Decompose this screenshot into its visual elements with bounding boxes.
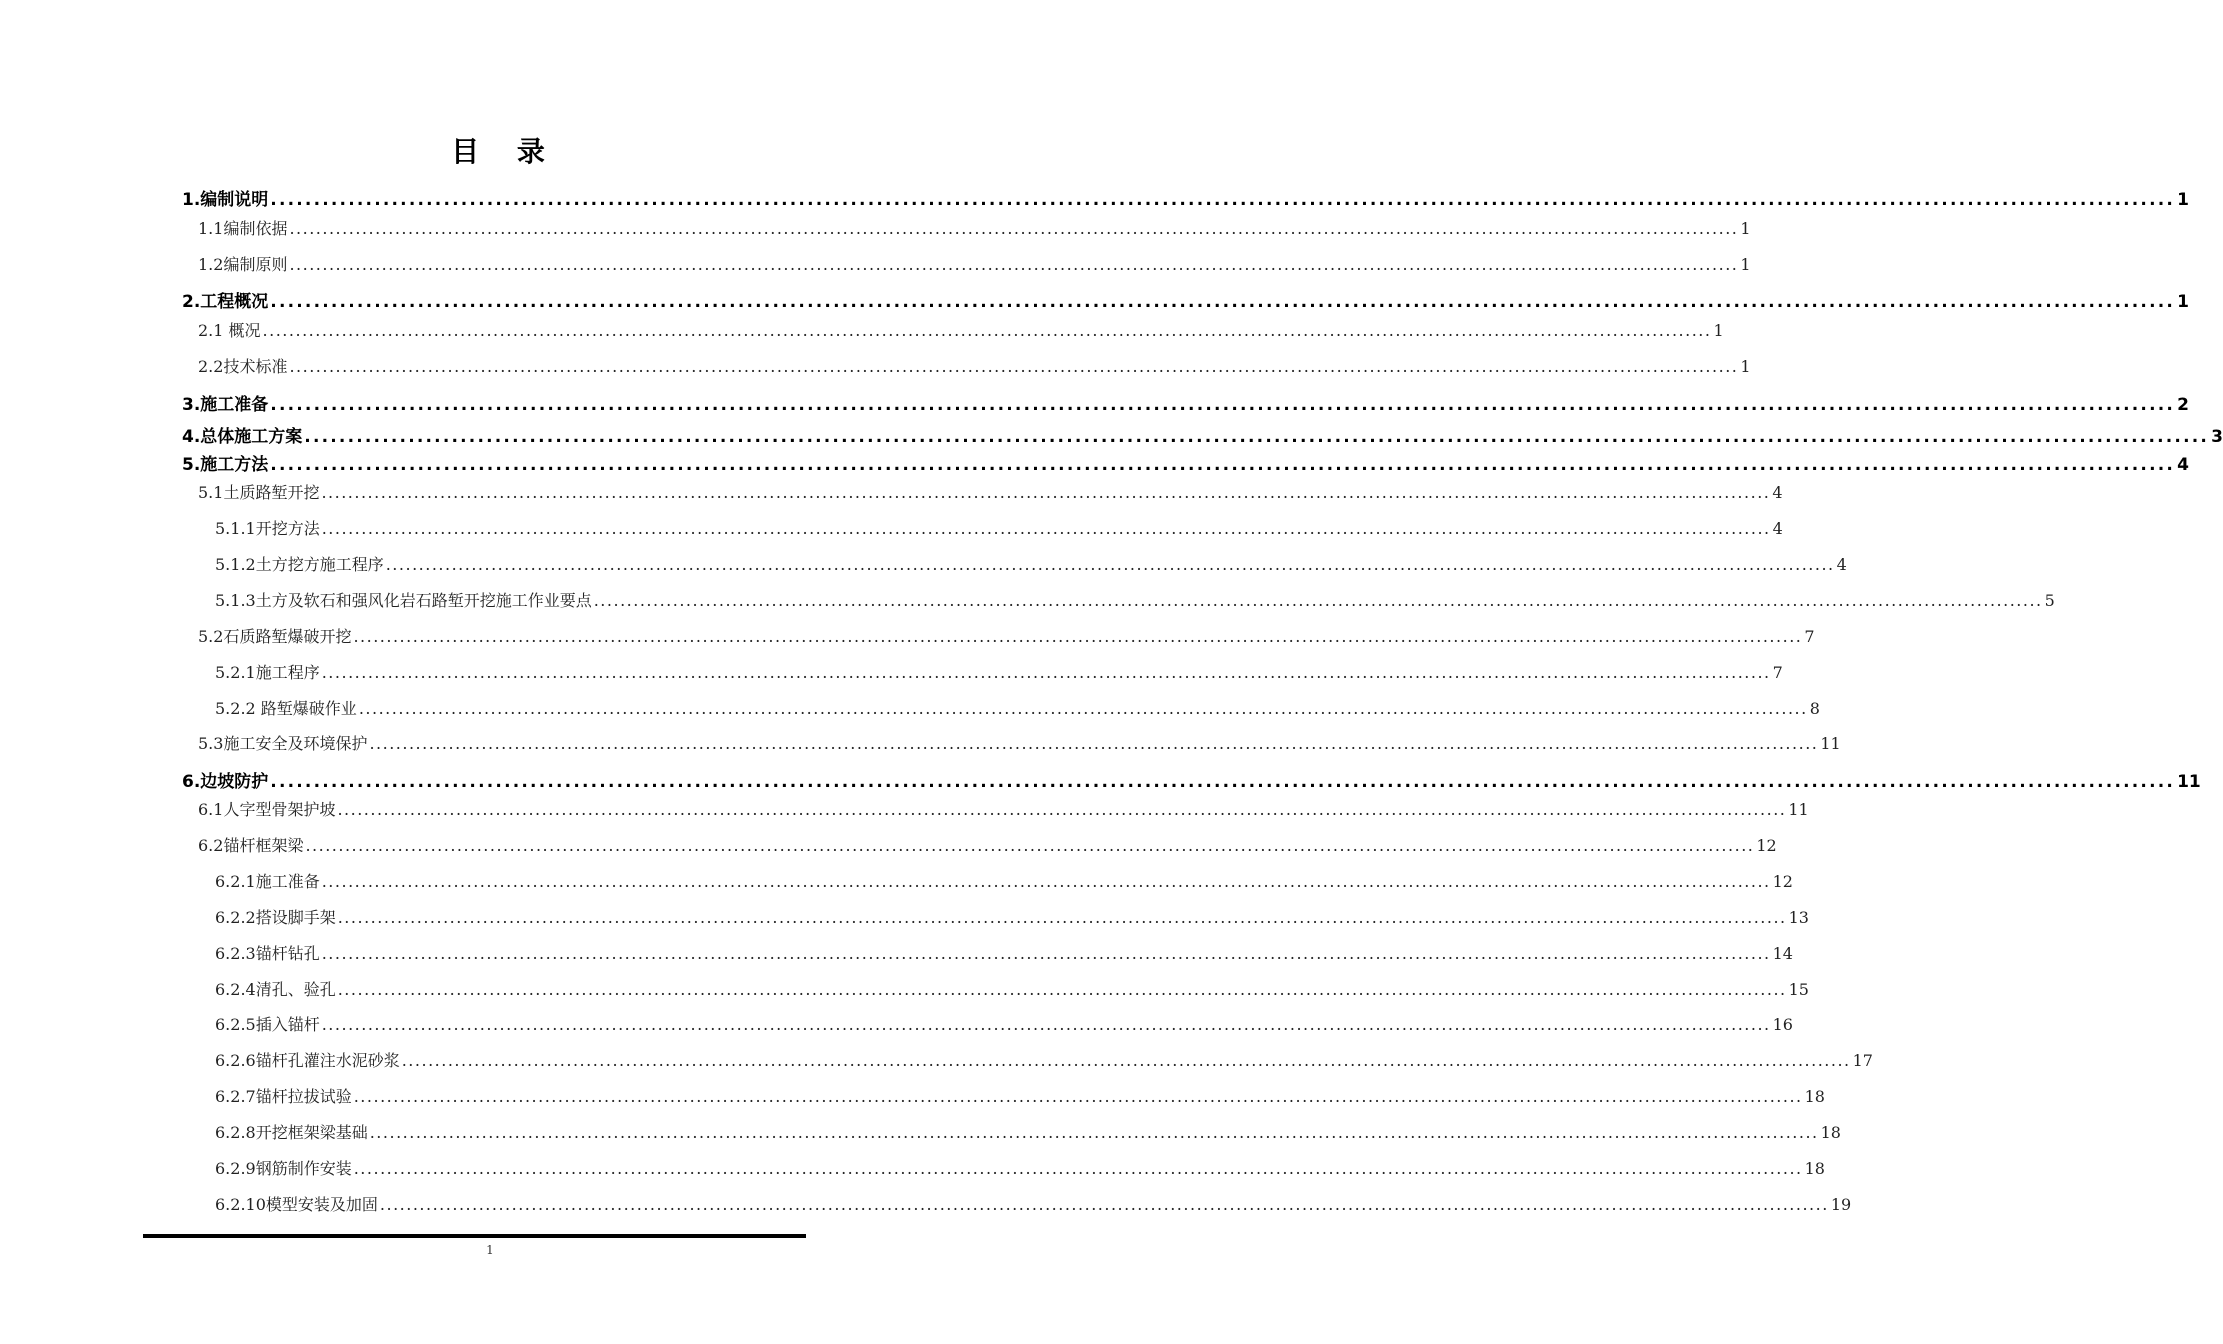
- toc-entry[interactable]: [182, 767, 2201, 792]
- toc-entry-page: 4: [2177, 455, 2189, 475]
- toc-entry-label: 6.2.10模型安装及加固: [215, 1195, 378, 1214]
- toc-entry-page: 7: [1772, 663, 1783, 682]
- toc-entry[interactable]: [215, 1012, 1793, 1035]
- toc-entry[interactable]: [182, 287, 2189, 312]
- toc-entry-label: 6.2.5插入锚杆: [215, 1015, 320, 1034]
- toc-entry-page: 12: [1756, 836, 1777, 855]
- toc-entry[interactable]: [215, 1192, 1852, 1215]
- toc-entry-label: 5.1土质路堑开挖: [198, 483, 320, 502]
- toc-entry-page: 2: [2177, 395, 2189, 415]
- toc-entry-label: 5.3施工安全及环境保护: [198, 734, 368, 753]
- toc-entry-page: 11: [1788, 800, 1809, 819]
- toc-entry-label: 5.1.2土方挖方施工程序: [215, 555, 384, 574]
- toc-entry[interactable]: [215, 516, 1783, 539]
- toc-entry-label: 6.2.6锚杆孔灌注水泥砂浆: [215, 1051, 400, 1070]
- toc-entry-label: 6.2.8开挖框架梁基础: [215, 1123, 368, 1142]
- toc-dot-leader: ............................................................................................................................................................................................................................: [369, 1123, 1819, 1142]
- toc-entry-label: 1.1编制依据: [198, 219, 288, 238]
- toc-dot-leader: ............................................................................................................................................................................................................................: [289, 219, 1739, 238]
- toc-entry-label: 6.2锚杆框架梁: [198, 836, 304, 855]
- toc-dot-leader: ............................................................................................................................................................................................................................: [321, 483, 1771, 502]
- toc-entry-label: 5.2石质路堑爆破开挖: [198, 627, 352, 646]
- toc-entry-label: 4.总体施工方案: [182, 427, 303, 447]
- toc-dot-leader: ............................................................................................................................................................................................................................: [385, 555, 1835, 574]
- toc-dot-leader: ............................................................................................................................................................................................................................: [353, 627, 1803, 646]
- toc-entry-page: 15: [1788, 980, 1809, 999]
- toc-dot-leader: ............................................................................................................................................................................................................................: [337, 800, 1787, 819]
- toc-entry-page: 4: [1836, 555, 1847, 574]
- toc-entry-label: 1.编制说明: [182, 190, 269, 210]
- toc-entry-page: 4: [1772, 483, 1783, 502]
- toc-entry-page: 17: [1852, 1051, 1873, 1070]
- toc-entry-page: 19: [1830, 1195, 1852, 1214]
- toc-entry-label: 5.2.2 路堑爆破作业: [215, 699, 357, 718]
- toc-dot-leader: ............................................................................................................................................................................................................................: [270, 190, 2176, 210]
- toc-entry-label: 6.1人字型骨架护坡: [198, 800, 336, 819]
- toc-entry-page: 16: [1772, 1015, 1793, 1034]
- toc-entry-page: 5: [2044, 591, 2055, 610]
- toc-entry-page: 18: [1820, 1123, 1841, 1142]
- toc-entry-page: 14: [1772, 944, 1793, 963]
- footer-rule: [143, 1234, 806, 1238]
- toc-dot-leader: ............................................................................................................................................................................................................................: [337, 980, 1787, 999]
- toc-entry[interactable]: [198, 216, 1751, 239]
- toc-entry[interactable]: [215, 941, 1793, 964]
- toc-dot-leader: ............................................................................................................................................................................................................................: [262, 321, 1712, 340]
- toc-dot-leader: ............................................................................................................................................................................................................................: [304, 427, 2210, 447]
- toc-dot-leader: ............................................................................................................................................................................................................................: [305, 836, 1755, 855]
- toc-entry-page: 1: [2177, 292, 2189, 312]
- toc-entry-label: 2.工程概况: [182, 292, 269, 312]
- toc-dot-leader: ............................................................................................................................................................................................................................: [353, 1087, 1803, 1106]
- toc-dot-leader: ............................................................................................................................................................................................................................: [321, 519, 1771, 538]
- toc-entry[interactable]: [198, 797, 1809, 820]
- toc-dot-leader: ............................................................................................................................................................................................................................: [369, 734, 1819, 753]
- toc-entry[interactable]: [198, 833, 1777, 856]
- toc-dot-leader: ............................................................................................................................................................................................................................: [321, 663, 1771, 682]
- toc-entry[interactable]: [182, 422, 2223, 447]
- toc-dot-leader: ............................................................................................................................................................................................................................: [321, 1015, 1771, 1034]
- toc-dot-leader: ............................................................................................................................................................................................................................: [401, 1051, 1851, 1070]
- document-title: 目 录: [451, 135, 559, 168]
- toc-dot-leader: ............................................................................................................................................................................................................................: [270, 772, 2176, 792]
- toc-entry[interactable]: [215, 869, 1793, 892]
- toc-entry[interactable]: [215, 1156, 1825, 1179]
- toc-entry[interactable]: [198, 480, 1783, 503]
- toc-entry-page: 12: [1772, 872, 1793, 891]
- toc-entry-page: 4: [1772, 519, 1783, 538]
- toc-entry-page: 8: [1809, 699, 1820, 718]
- toc-dot-leader: ............................................................................................................................................................................................................................: [379, 1195, 1829, 1214]
- toc-entry-label: 3.施工准备: [182, 395, 269, 415]
- toc-entry-label: 6.2.7锚杆拉拔试验: [215, 1087, 352, 1106]
- toc-entry-label: 6.2.4清孔、验孔: [215, 980, 336, 999]
- toc-entry[interactable]: [198, 354, 1751, 377]
- toc-dot-leader: ............................................................................................................................................................................................................................: [321, 944, 1771, 963]
- toc-dot-leader: ............................................................................................................................................................................................................................: [593, 591, 2043, 610]
- toc-entry-label: 5.1.3土方及软石和强风化岩石路堑开挖施工作业要点: [215, 591, 592, 610]
- toc-dot-leader: ............................................................................................................................................................................................................................: [358, 699, 1808, 718]
- toc-dot-leader: ............................................................................................................................................................................................................................: [353, 1159, 1803, 1178]
- toc-entry-page: 11: [2177, 772, 2201, 792]
- toc-entry[interactable]: [215, 1048, 1873, 1071]
- toc-entry-page: 11: [1820, 734, 1841, 753]
- toc-entry-page: 1: [1713, 321, 1724, 340]
- toc-dot-leader: ............................................................................................................................................................................................................................: [289, 255, 1739, 274]
- toc-entry[interactable]: [215, 1084, 1825, 1107]
- toc-entry[interactable]: [215, 552, 1847, 575]
- toc-entry-label: 6.2.3锚杆钻孔: [215, 944, 320, 963]
- toc-entry-label: 5.施工方法: [182, 455, 269, 475]
- toc-entry-label: 1.2编制原则: [198, 255, 288, 274]
- toc-dot-leader: ............................................................................................................................................................................................................................: [270, 455, 2176, 475]
- toc-dot-leader: ............................................................................................................................................................................................................................: [337, 908, 1787, 927]
- toc-entry[interactable]: [198, 252, 1751, 275]
- toc-entry-page: 1: [1740, 357, 1751, 376]
- toc-entry-label: 6.边坡防护: [182, 772, 269, 792]
- toc-entry[interactable]: [215, 588, 2055, 611]
- toc-entry-page: 7: [1804, 627, 1815, 646]
- toc-entry[interactable]: [198, 624, 1815, 647]
- toc-entry-label: 5.1.1开挖方法: [215, 519, 320, 538]
- toc-entry-label: 6.2.9钢筋制作安装: [215, 1159, 352, 1178]
- toc-entry-page: 1: [2177, 190, 2189, 210]
- toc-entry-label: 6.2.2搭设脚手架: [215, 908, 336, 927]
- toc-entry[interactable]: [182, 450, 2189, 475]
- toc-entry[interactable]: [198, 318, 1724, 341]
- toc-dot-leader: ............................................................................................................................................................................................................................: [289, 357, 1739, 376]
- toc-entry[interactable]: [198, 731, 1841, 754]
- toc-entry-page: 18: [1804, 1159, 1825, 1178]
- toc-entry[interactable]: [182, 390, 2189, 415]
- toc-entry-page: 18: [1804, 1087, 1825, 1106]
- toc-entry-label: 2.1 概况: [198, 321, 261, 340]
- toc-dot-leader: ............................................................................................................................................................................................................................: [270, 395, 2176, 415]
- toc-entry-page: 3: [2211, 427, 2223, 447]
- toc-entry[interactable]: [215, 660, 1783, 683]
- toc-entry[interactable]: [182, 185, 2189, 210]
- toc-entry-page: 1: [1740, 255, 1751, 274]
- toc-entry-label: 6.2.1施工准备: [215, 872, 320, 891]
- toc-entry-page: 1: [1740, 219, 1751, 238]
- toc-entry-page: 13: [1788, 908, 1809, 927]
- toc-entry[interactable]: [215, 905, 1809, 928]
- toc-entry-label: 2.2技术标准: [198, 357, 288, 376]
- toc-entry[interactable]: [215, 977, 1809, 1000]
- toc-dot-leader: ............................................................................................................................................................................................................................: [321, 872, 1771, 891]
- toc-entry[interactable]: [215, 696, 1820, 719]
- toc-entry-label: 5.2.1施工程序: [215, 663, 320, 682]
- toc-dot-leader: ............................................................................................................................................................................................................................: [270, 292, 2176, 312]
- page-number: 1: [486, 1243, 494, 1257]
- toc-entry[interactable]: [215, 1120, 1841, 1143]
